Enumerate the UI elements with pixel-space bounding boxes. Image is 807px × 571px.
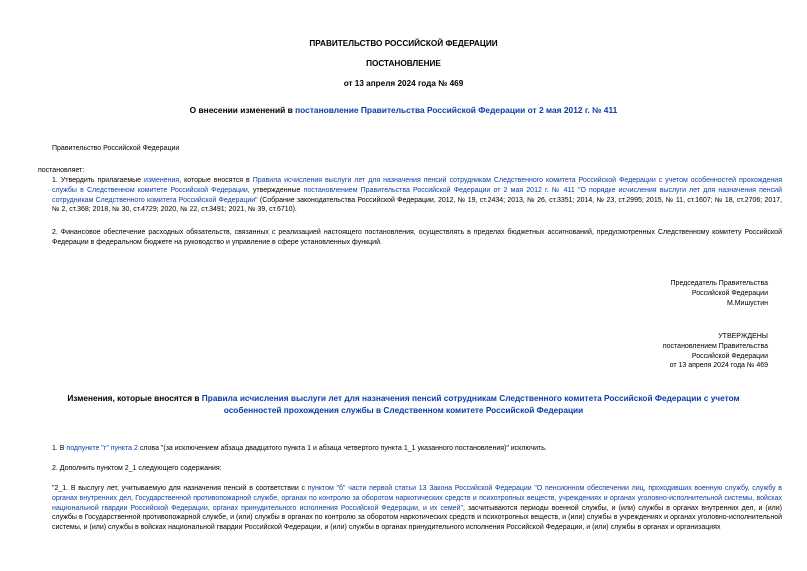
change-3-text-a: "2_1. В выслугу лет, учитываемую для назначения пенсий в соответствии с <box>52 485 308 492</box>
approved-label: УТВЕРЖДЕНЫ <box>718 333 768 340</box>
signature-title-2: Российской Федерации <box>691 289 768 297</box>
change-2: 2. Дополнить пунктом 2_1 следующего содержания: <box>52 465 222 472</box>
rules-link[interactable]: Правила исчисления выслуги лет для назначения пенсий сотрудникам Следственного комитета Российской Федерации с учетом особенностей прохождения службы в Следственном комитете Российской Федерации <box>52 177 782 194</box>
changes-title-link[interactable]: Правила исчисления выслуги лет для назначения пенсий сотрудникам Следственного комитета Российской Федерации с учетом особенностей прохождения службы в Следственном комитете Российской Федерации <box>201 393 740 416</box>
document-date-number: от 13 апреля 2024 года № 469 <box>343 79 464 88</box>
item-1-text-d: (Собрание законодательства Российской Федерации, 2012, № 19, ст.2434; 2013, № 26, ст.3351; 2014, № 23, ст.2995; 2015, № 11, ст.1607; № 18, ст.2706; 2017, № 2, ст.368; 2018, № 30, ст.4729; 2020, № 22, ст.3491; 2021, № 39, ст.6710). <box>52 196 782 214</box>
signature-name: М.Мишустин <box>726 299 768 307</box>
change-1-text-b: слова "(за исключением абзаца двадцатого пункта 1 и абзаца четвертого пункта 1_1 указанного постановления)" исключить. <box>137 445 547 452</box>
approved-block <box>528 332 768 371</box>
signature-title: Председатель Правительства <box>670 280 768 287</box>
approved-by: постановлением Правительства <box>662 342 768 350</box>
resolution-411-link[interactable]: постановлением Правительства Российской Федерации от 2 мая 2012 г. № 411 "О порядке исчисления выслуги лет для назначения пенсий сотрудникам Следственного комитета Российской Федерации" <box>52 186 782 204</box>
resolves-text: постановляет: <box>38 167 85 174</box>
subparagraph-link[interactable]: подпункте "г" пункта 2 <box>66 445 138 452</box>
government-heading: ПРАВИТЕЛЬСТВО РОССИЙСКОЙ ФЕДЕРАЦИИ <box>309 39 498 48</box>
item-2: 2. Финансовое обеспечение расходных обязательств, связанных с реализацией настоящего постановления, осуществлять в пределах бюджетных ассигнований, предусмотренных Следственному комитету Российской Федерации в федеральном бюджете на руководство и управление в сфере установленных функций. <box>52 229 782 246</box>
subject-link[interactable]: постановление Правительства Российской Федерации от 2 мая 2012 г. № 411 <box>295 105 618 115</box>
changes-title-prefix: Изменения, которые вносятся в <box>67 393 202 403</box>
change-1-text-a: 1. В <box>52 445 67 452</box>
item-1-text-a: 1. Утвердить прилагаемые <box>52 177 145 184</box>
subject-prefix: О внесении изменений в <box>189 105 296 115</box>
change-1 <box>38 444 782 454</box>
approved-date: от 13 апреля 2024 года № 469 <box>669 362 768 370</box>
changes-link[interactable]: изменения <box>144 177 180 184</box>
change-3 <box>38 484 782 533</box>
signature-block <box>528 279 768 308</box>
document-type: ПОСТАНОВЛЕНИЕ <box>366 59 441 68</box>
change-3-text-b: , засчитываются периоды военной службы, и (или) службы в органах внутренних дел, и (или) службы в Государственной противопожарной службе, и (или) службы в органах по контролю за оборотом наркотических средств и психотропных веществ, и (или) службы в учреждениях и органах уголовно-исполнительной системы, и (или) службы в войсках национальной гвардии Российской Федерации, и (или) службы в органах принудительного исполнения Российской Федерации, и (или) службы в органах и организациях <box>52 504 782 532</box>
approved-by-2: Российской Федерации <box>691 352 768 360</box>
item-1-text-c: , утвержденные <box>247 186 304 194</box>
changes-title <box>40 392 767 416</box>
government-name: Правительство Российской Федерации <box>52 145 180 152</box>
document-subject <box>0 105 807 117</box>
law-article-link[interactable]: пунктом "б" части первой статьи 13 Закона Российской Федерации "О пенсионном обеспечении лиц, проходивших военную службу, службу в органах внутренних дел, Государственной противопожарной службе, органах по контролю за оборотом наркотических средств и психотропных веществ, учреждениях и органах уголовно-исполнительной системы, войсках национальной гвардии Российской Федерации, органах принудительного исполнения Российской Федерации, и их семей" <box>52 485 782 512</box>
item-1-text-b: , которые вносятся в <box>179 177 253 184</box>
item-1 <box>38 176 782 215</box>
